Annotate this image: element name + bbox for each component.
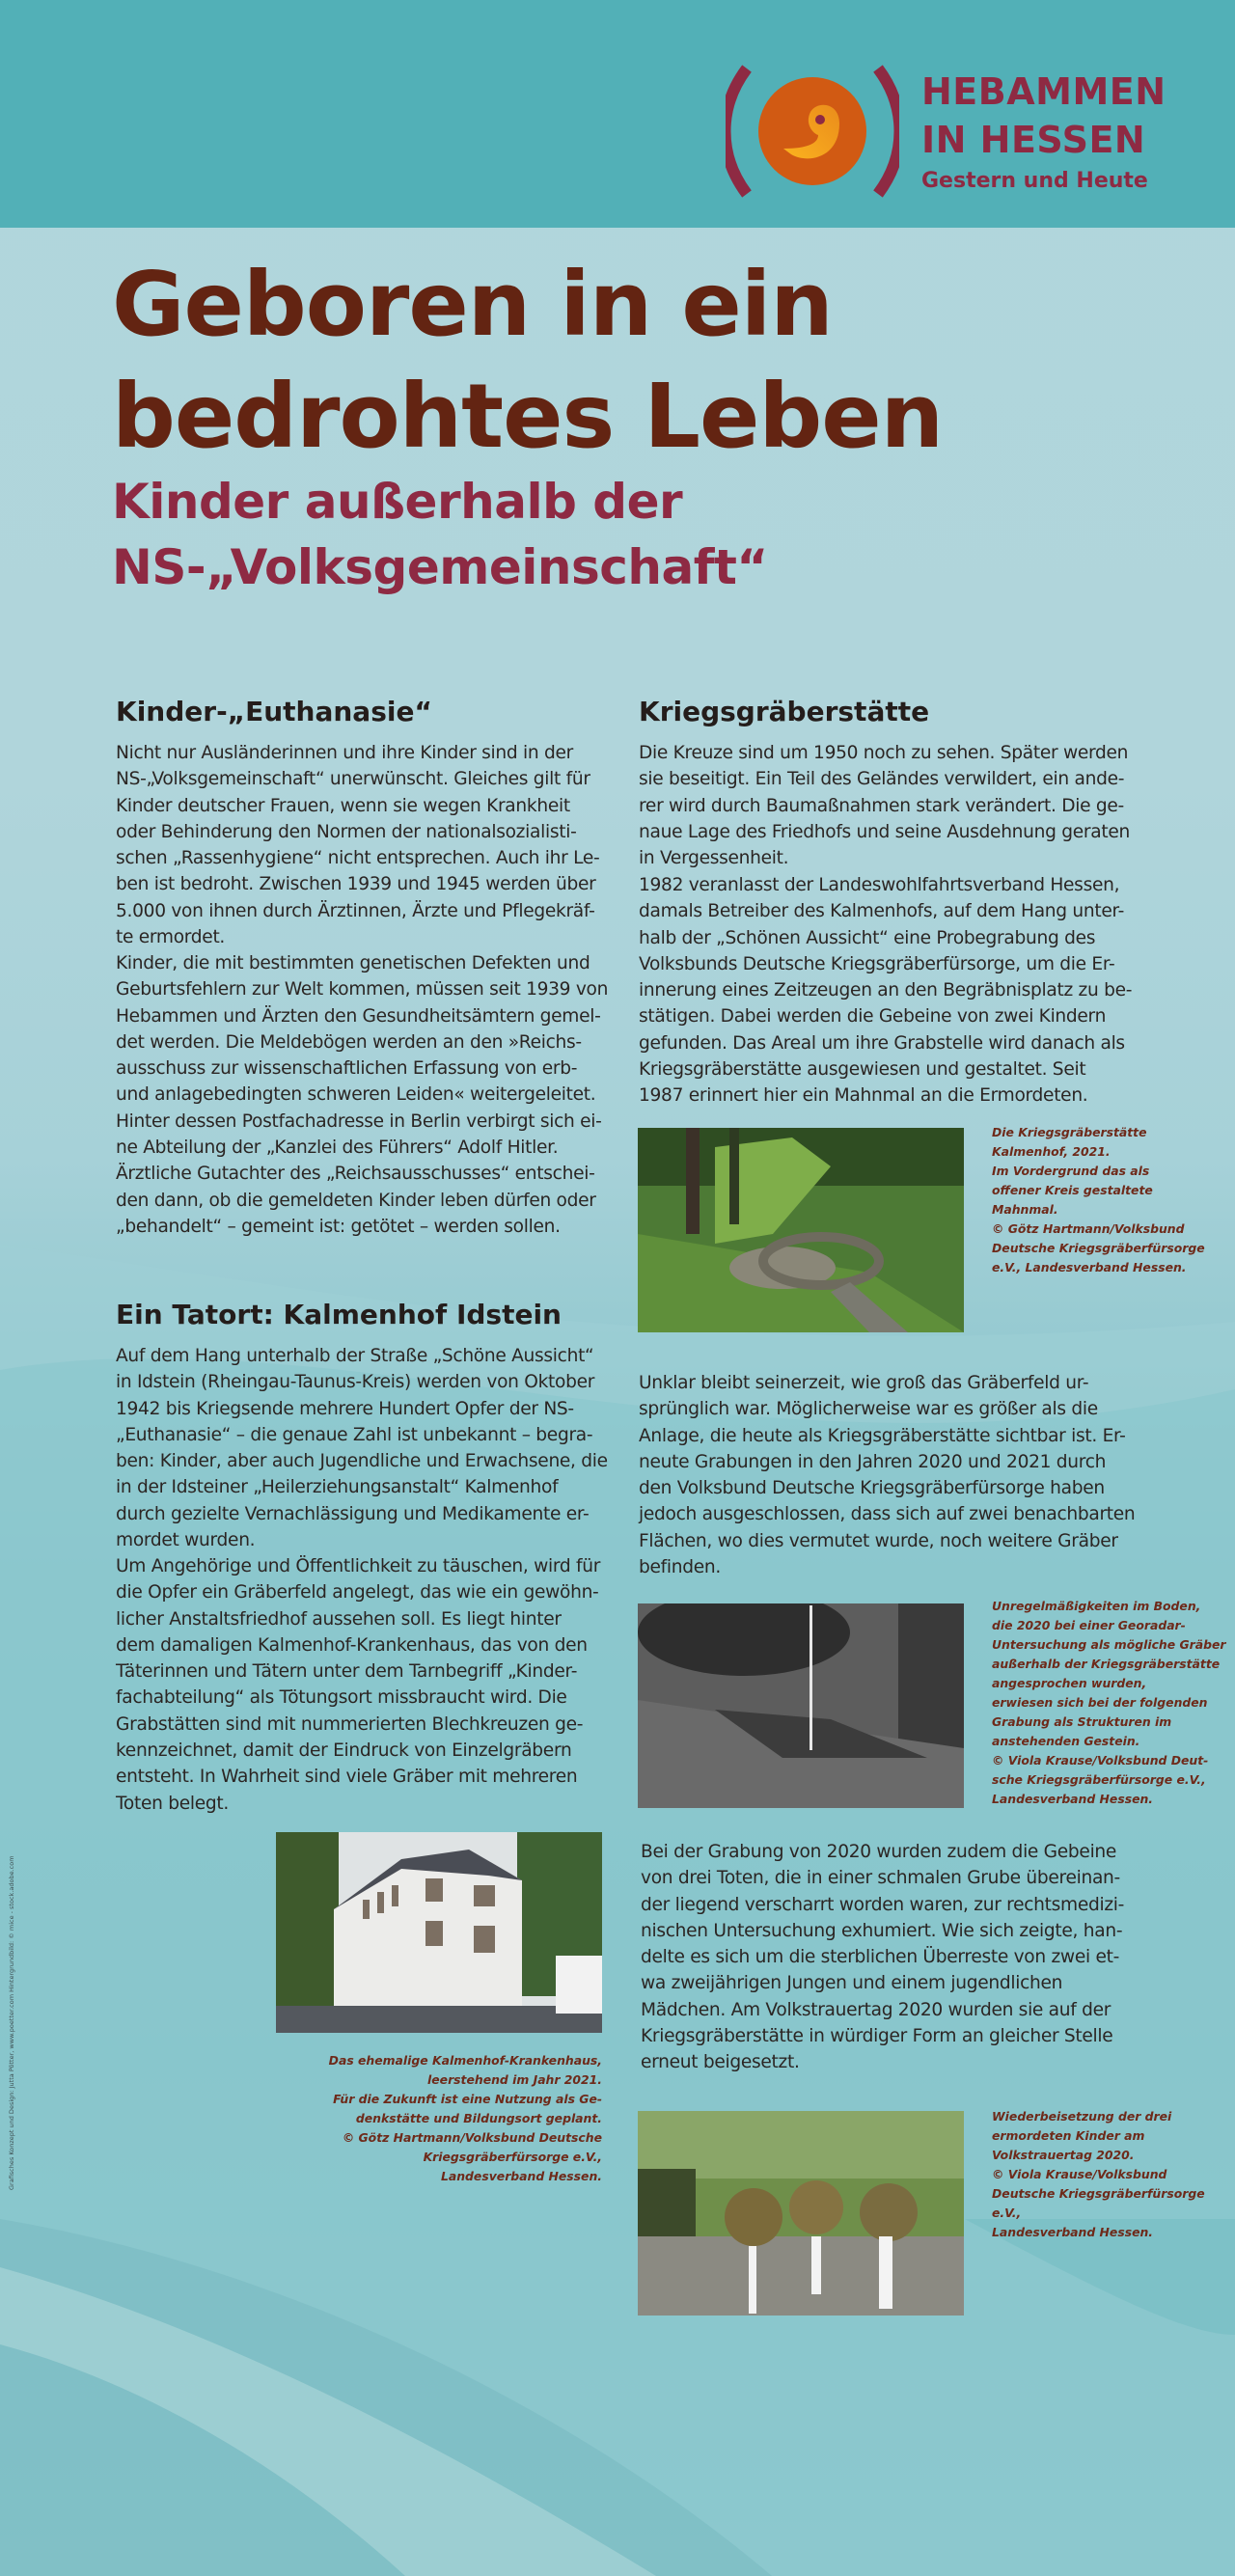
page-subtitle: [112, 469, 1077, 600]
georadar-photo-caption: Unregelmäßigkeiten im Boden, die 2020 bei einer Georadar- Untersuchung als mögliche Gräber außerhalb der Kriegsgräberstätte angesprochen wurden, erwiesen sich bei der folgenden Grabung als Strukturen im anstehenden Gestein. © Viola Krause/Volksbund Deut- sche Kriegsgräberfürsorge e.V., Landesverband Hessen.: [992, 1599, 1226, 1806]
tatort-paragraph-2: Um Angehörige und Öffentlichkeit zu täuschen, wird für die Opfer ein Gräberfeld angelegt, das wie ein gewöhn- licher Anstaltsfriedhof aussehen soll. Es liegt hinter dem damaligen Kalmenhof-Krankenhaus, das von den Täterinnen und Tätern unter dem Tarnbegriff „Kinder- fachabteilung“ als Tötungsort missbraucht wird. Die Grabstätten sind mit nummerierten Blechkreuzen ge- kennzeichnet, damit der Eindruck von Einzelgräbern entsteht. In Wahrheit sind viele Gräber mit mehreren Toten belegt.: [116, 1556, 601, 1814]
euthanasie-paragraph-2: Kinder, die mit bestimmten genetischen Defekten und Geburtsfehlern zur Welt kommen, müssen seit 1939 von Hebammen und Ärzten den Gesundheitsämtern gemel- det werden. Die Meldebögen werden an den »Reichs- ausschuss zur wissenschaftlichen Erfassung von erb- und anlagebedingten schweren Leiden« weitergeleitet. Hinter dessen Postfachadresse in Berlin verbirgt sich ei- ne Abteilung der „Kanzlei des Führers“ Adolf Hitler. Ärztliche Gutachter des „Reichsausschusses“ entschei- den dann, ob die gemeldeten Kinder leben dürfen oder „behandelt“ – gemeint ist: getötet – werden sollen.: [116, 953, 609, 1237]
hospital-photo-caption: Das ehemalige Kalmenhof-Krankenhaus, leerstehend im Jahr 2021. Für die Zukunft ist eine Nutzung als Ge- denkstätte und Bildungsort geplant. © Götz Hartmann/Volksbund Deutsche Kriegsgräberfürsorge e.V., Landesverband Hessen.: [328, 2053, 602, 2183]
logo-tagline: Gestern und Heute: [921, 169, 1148, 193]
title-line-2: bedrohtes Leben: [112, 365, 944, 468]
memorial-photo-caption: Die Kriegsgräberstätte Kalmenhof, 2021. Im Vordergrund das als offener Kreis gestaltete Mahnmal. © Götz Hartmann/Volksbund Deutsche Kriegsgräberfürsorge e.V., Landesverband Hessen.: [992, 1125, 1205, 1274]
logo-wordmark: [921, 68, 1166, 199]
hebammen-logo: [726, 64, 899, 199]
subtitle-line-1: Kinder außerhalb der: [112, 474, 683, 530]
heading-tatort-kalmenhof: Ein Tatort: Kalmenhof Idstein: [116, 1299, 562, 1330]
reburial-photo-caption: Wiederbeisetzung der drei ermordeten Kinder am Volkstrauertag 2020. © Viola Krause/Volksbund Deutsche Kriegsgräberfürsorge e.V., Landesverband Hessen.: [992, 2109, 1205, 2239]
tatort-paragraph-1: Auf dem Hang unterhalb der Straße „Schöne Aussicht“ in Idstein (Rheingau-Taunus-Kreis) werden von Oktober 1942 bis Kriegsende mehrere Hundert Opfer der NS- „Euthanasie“ – die genaue Zahl ist unbekannt – begra- ben: Kinder, aber auch Jugendliche und Erwachsene, die in der Idsteiner „Heilerziehungsanstalt“ Kalmenhof durch gezielte Vernachlässigung und Medikamente er- mordet wurden.: [116, 1346, 608, 1551]
logo-line-1: HEBAMMEN: [921, 70, 1166, 113]
logo-line-2: IN HESSEN: [921, 119, 1146, 161]
wreaths-reburial-photo: [638, 2111, 964, 2316]
excavation-ground-photo: [638, 1603, 964, 1808]
kriegsgraeberstaette-paragraph-4: Bei der Grabung von 2020 wurden zudem die Gebeine von drei Toten, die in einer schmalen Grube übereinan- der liegend verscharrt worden waren, zur rechtsmedizi- nischen Untersuchung exhumiert. Wie sich zeigte, han- delte es sich um die sterblichen Überreste von zwei et- wa zweijährigen Jungen und einem jugendlichen Mädchen. Am Volkstrauertag 2020 wurden sie auf der Kriegsgräberstätte in würdiger Form an gleicher Stelle erneut beigesetzt.: [641, 1842, 1125, 2073]
subtitle-line-2: NS-„Volksgemeinschaft“: [112, 539, 768, 595]
heading-kinder-euthanasie: Kinder-„Euthanasie“: [116, 696, 432, 727]
design-credit: Grafisches Konzept und Design: Jutta Pötter, www.poetter.com Hintergrundbild: © mice - stock.adobe.com: [8, 1855, 15, 2190]
kriegsgraeberstaette-paragraph-2: 1982 veranlasst der Landeswohlfahrtsverband Hessen, damals Betreiber des Kalmenhofs, auf dem Hang unter- halb der „Schönen Aussicht“ eine Probegrabung des Volksbunds Deutsche Kriegsgräberfürsorge, um die Er- innerung eines Zeitzeugen an den Begräbnisplatz zu be- stätigen. Dabei werden die Gebeine von zwei Kindern gefunden. Das Areal um ihre Grabstelle wird danach als Kriegsgräberstätte ausgewiesen und gestaltet. Seit 1987 erinnert hier ein Mahnmal an die Ermordeten.: [639, 875, 1133, 1107]
midwife-embryo-logo-icon: [726, 64, 899, 199]
kriegsgraeberstaette-paragraph-3: Unklar bleibt seinerzeit, wie groß das Gräberfeld ur- sprünglich war. Möglicherweise war es größer als die Anlage, die heute als Kriegsgräberstätte sichtbar ist. Er- neute Grabungen in den Jahren 2020 und 2021 durch den Volksbund Deutsche Kriegsgräberfürsorge haben jedoch ausgeschlossen, dass sich auf zwei benachbarten Flächen, wo dies vermutet wurde, noch weitere Gräber befinden.: [639, 1373, 1136, 1578]
memorial-garden-photo: [638, 1128, 964, 1332]
page-title: [112, 249, 1173, 473]
heading-kriegsgraeberstaette: Kriegsgräberstätte: [639, 696, 930, 727]
euthanasie-paragraph-1: Nicht nur Ausländerinnen und ihre Kinder sind in der NS-„Volksgemeinschaft“ unerwünscht. Gleiches gilt für Kinder deutscher Frauen, wenn sie wegen Krankheit oder Behinderung den Normen der nationalsozialisti- schen „Rassenhygiene“ nicht entsprechen. Auch ihr Le- ben ist bedroht. Zwischen 1939 und 1945 werden über 5.000 von ihnen durch Ärztinnen, Ärzte und Pflegekräf- te ermordet.: [116, 743, 600, 948]
title-line-1: Geboren in ein: [112, 253, 833, 356]
kriegsgraeberstaette-paragraph-1: Die Kreuze sind um 1950 noch zu sehen. Später werden sie beseitigt. Ein Teil des Geländes verwildert, ein ande- rer wird durch Baumaßnahmen stark verändert. Die ge- naue Lage des Friedhofs und seine Ausdehnung geraten in Vergessenheit.: [639, 743, 1130, 869]
hospital-building-photo: [276, 1832, 602, 2033]
